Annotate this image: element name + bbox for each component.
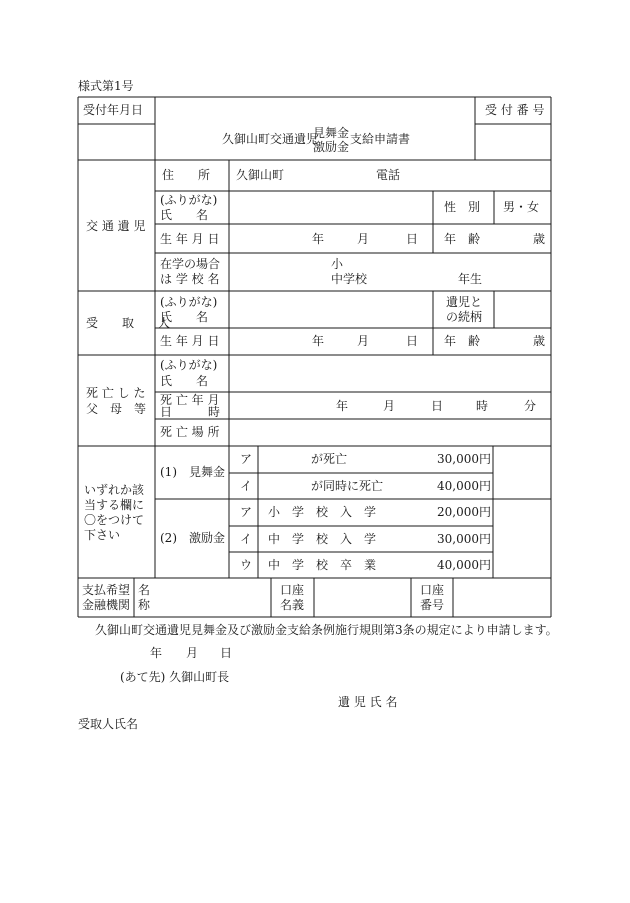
title-prefix: 久御山町交通遺児 bbox=[222, 132, 319, 146]
account-holder-label-1: 口座 bbox=[280, 583, 305, 597]
recipient-birth-label: 生 年 月 日 bbox=[160, 334, 220, 348]
choice-instruction-2: 当する欄に bbox=[84, 498, 145, 512]
child-address-label: 住 所 bbox=[162, 168, 211, 182]
deceased-day: 日 bbox=[431, 399, 444, 413]
choice-mark: イ bbox=[240, 532, 253, 546]
choice-instruction-3: 〇をつけて bbox=[84, 513, 145, 527]
title-bottom: 激励金 bbox=[313, 140, 350, 154]
deceased-name-label: 氏 名 bbox=[160, 374, 209, 388]
choice-mark: ウ bbox=[240, 558, 253, 572]
choice-text: 中 学 校 入 学 bbox=[268, 532, 377, 546]
recipient-furigana-label: (ふりがな) bbox=[160, 295, 218, 309]
child-grade-unit: 年生 bbox=[458, 272, 483, 286]
recipient-section-label: 受 取 人 bbox=[86, 316, 171, 330]
account-holder-label-2: 名義 bbox=[280, 598, 305, 612]
bank-name-label-1: 名 bbox=[138, 583, 151, 597]
application-day: 日 bbox=[220, 646, 233, 660]
choice-mark: ア bbox=[240, 505, 253, 519]
child-birth-label: 生 年 月 日 bbox=[160, 232, 220, 246]
deceased-year: 年 bbox=[336, 399, 349, 413]
choice-text: が死亡 bbox=[311, 452, 348, 466]
received-date-label: 受付年月日 bbox=[83, 103, 144, 117]
choice-instruction-4: 下さい bbox=[84, 528, 121, 542]
deceased-dt-label-1: 死 亡 年 月 bbox=[160, 393, 220, 407]
child-birth-year: 年 bbox=[312, 232, 325, 246]
child-sex-label: 性 別 bbox=[444, 200, 481, 214]
choice-amount: 30,000円 bbox=[437, 452, 491, 466]
child-school-middle: 中学校 bbox=[331, 272, 368, 286]
recipient-relation-1: 遺児と bbox=[446, 295, 483, 309]
form-number: 様式第1号 bbox=[78, 79, 134, 93]
deceased-minute: 分 bbox=[524, 399, 537, 413]
child-sex-options: 男・女 bbox=[503, 200, 540, 214]
child-birth-day: 日 bbox=[406, 232, 419, 246]
choice-text: 中 学 校 卒 業 bbox=[268, 558, 377, 572]
choice-mark: ア bbox=[240, 452, 253, 466]
title-top: 見舞金 bbox=[313, 126, 350, 140]
child-age-label: 年 齢 bbox=[444, 232, 481, 246]
recipient-name-label: 氏 名 bbox=[160, 310, 209, 324]
addressee: (あて先) 久御山町長 bbox=[120, 670, 230, 684]
account-number-label-1: 口座 bbox=[420, 583, 445, 597]
recipient-birth-year: 年 bbox=[312, 334, 325, 348]
encouragement-label: (2) 激励金 bbox=[160, 531, 225, 545]
recipient-birth-month: 月 bbox=[357, 334, 370, 348]
child-birth-month: 月 bbox=[357, 232, 370, 246]
choice-mark: イ bbox=[240, 479, 253, 493]
account-number-label-2: 番号 bbox=[420, 598, 445, 612]
choice-text: 小 学 校 入 学 bbox=[268, 505, 377, 519]
child-age-unit: 歳 bbox=[533, 232, 546, 246]
recipient-age-unit: 歳 bbox=[533, 334, 546, 348]
choice-amount: 40,000円 bbox=[437, 558, 491, 572]
bank-label-1: 支払希望 bbox=[82, 583, 131, 597]
application-month: 月 bbox=[186, 646, 199, 660]
received-number-label: 受 付 番 号 bbox=[485, 103, 545, 117]
choice-amount: 20,000円 bbox=[437, 505, 491, 519]
application-statement: 久御山町交通遺児見舞金及び激励金支給条例施行規則第3条の規定により申請します。 bbox=[95, 623, 558, 637]
recipient-birth-day: 日 bbox=[406, 334, 419, 348]
bank-label-2: 金融機関 bbox=[82, 598, 131, 612]
child-furigana-label: (ふりがな) bbox=[160, 193, 218, 207]
deceased-section-label-1: 死 亡 し た bbox=[86, 386, 146, 400]
application-year: 年 bbox=[150, 646, 163, 660]
choice-amount: 40,000円 bbox=[437, 479, 491, 493]
child-name-label: 氏 名 bbox=[160, 208, 209, 222]
deceased-month: 月 bbox=[383, 399, 396, 413]
child-section-label: 交 通 遺 児 bbox=[86, 219, 146, 233]
recipient-age-label: 年 齢 bbox=[444, 334, 481, 348]
sympathy-label: (1) 見舞金 bbox=[160, 465, 225, 479]
choice-instruction-1: いずれか該 bbox=[84, 483, 145, 497]
title-suffix: 支給申請書 bbox=[350, 132, 411, 146]
recipient-name-footer-label: 受取人氏名 bbox=[78, 717, 139, 731]
deceased-furigana-label: (ふりがな) bbox=[160, 358, 218, 372]
child-school-label-2: は 学 校 名 bbox=[160, 272, 220, 286]
choice-text: が同時に死亡 bbox=[311, 479, 384, 493]
deceased-dt-label-2: 日 時 bbox=[160, 405, 221, 419]
bank-name-label-2: 称 bbox=[138, 598, 151, 612]
deceased-hour: 時 bbox=[476, 399, 489, 413]
child-school-small: 小 bbox=[331, 257, 344, 271]
child-phone-label: 電話 bbox=[376, 168, 401, 182]
deceased-place-label: 死 亡 場 所 bbox=[160, 425, 220, 439]
child-address-value: 久御山町 bbox=[236, 168, 285, 182]
deceased-section-label-2: 父 母 等 bbox=[86, 402, 147, 416]
guardian-name-label: 遺 児 氏 名 bbox=[338, 695, 398, 709]
choice-amount: 30,000円 bbox=[437, 532, 491, 546]
recipient-relation-2: の続柄 bbox=[446, 310, 483, 324]
child-school-label-1: 在学の場合 bbox=[160, 257, 221, 271]
